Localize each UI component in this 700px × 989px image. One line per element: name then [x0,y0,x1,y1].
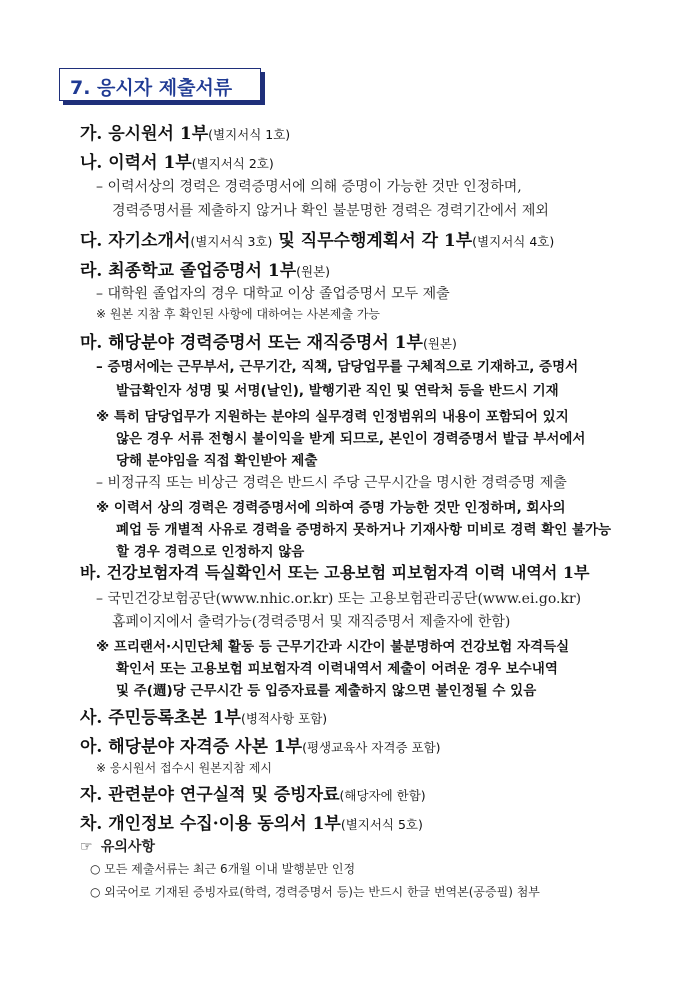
section-title-box [59,68,261,101]
notes-heading [80,836,155,856]
item-sa-note: (병적사항 포함) [240,711,328,726]
item-da-label: 다. 자기소개서 [80,231,191,251]
item-ma-line: 발급확인자 성명 및 서명(날인), 발행기관 직인 및 연락처 등을 반드시 기재 [116,383,559,399]
item-ba [80,560,590,583]
item-sa [80,703,327,728]
item-ja-note: (해당자에 한함) [339,788,426,803]
item-ba-line: ※ 프리랜서·시민단체 활동 등 근무기간과 시간이 불분명하여 건강보험 자격득실 [96,639,570,655]
item-a-note-line: ※ 응시원서 접수시 원본지참 제시 [96,761,273,775]
item-ma-line: 폐업 등 개별적 사유로 경력을 증명하지 못하거나 기재사항 미비로 경력 확인 불가능 [116,522,612,538]
item-ra-line: – 대학원 졸업자의 경우 대학교 이상 졸업증명서 모두 제출 [96,286,450,302]
item-cha-label: 차. 개인정보 수집·이용 동의서 1부 [80,814,341,834]
item-ga-label: 가. 응시원서 1부 [80,124,209,144]
item-ra-label: 라. 최종학교 졸업증명서 1부 [80,261,297,281]
item-ja-label: 자. 관련분야 연구실적 및 증빙자료 [80,785,340,805]
item-ja [80,780,426,805]
notes-item: ○ 외국어로 기재된 증빙자료(학력, 경력증명서 등)는 반드시 한글 번역본(공증필) 첨부 [90,885,540,899]
item-sa-label: 사. 주민등록초본 1부 [80,708,241,728]
item-ma-line: 않은 경우 서류 전형시 불이익을 받게 되므로, 본인이 경력증명서 발급 부서에서 [116,431,586,447]
notes-title: 유의사항 [100,839,155,855]
item-cha-note: (별지서식 5호) [340,817,423,832]
item-na-line: – 이력서상의 경력은 경력증명서에 의해 증명이 가능한 것만 인정하며, [96,179,522,195]
item-ma-line: – 비정규직 또는 비상근 경력은 반드시 주당 근무시간을 명시한 경력증명 제출 [96,475,567,491]
item-ba-line: 및 주(週)당 근무시간 등 입증자료를 제출하지 않으면 불인정될 수 있음 [116,683,537,699]
item-da-note: (별지서식 4호) [472,234,555,249]
item-ra-note-line: ※ 원본 지참 후 확인된 사항에 대하여는 사본제출 가능 [96,307,381,321]
item-ma-line: ※ 이력서 상의 경력은 경력증명서에 의하여 증명 가능한 것만 인정하며, 회사의 [96,500,566,516]
item-ba-line: – 국민건강보험공단(www.nhic.or.kr) 또는 고용보험관리공단(www.ei.go.kr) [96,591,582,607]
item-ra [80,256,330,281]
item-ma-note: (원본) [422,336,457,351]
item-ma-line: – 증명서에는 근무부서, 근무기간, 직책, 담당업무를 구체적으로 기재하고, 증명서 [96,359,579,375]
item-a-label: 아. 해당분야 자격증 사본 1부 [80,737,303,757]
notes-item: ○ 모든 제출서류는 최근 6개월 이내 발행분만 인정 [90,862,356,876]
item-ma-label: 마. 해당분야 경력증명서 또는 재직증명서 1부 [80,333,423,353]
section-title: 7. 응시자 제출서류 [70,77,233,99]
item-na-line: 경력증명서를 제출하지 않거나 확인 불분명한 경력은 경력기간에서 제외 [112,203,549,219]
item-cha [80,809,423,834]
item-ga-note: (별지서식 1호) [208,127,291,142]
item-na-note: (별지서식 2호) [191,156,274,171]
item-ra-note: (원본) [296,264,331,279]
item-a-note: (평생교육사 자격증 포함) [302,740,441,755]
item-da-note: (별지서식 3호) [190,234,273,249]
item-ba-line: 확인서 또는 고용보험 피보험자격 이력내역서 제출이 어려운 경우 보수내역 [116,661,558,677]
pointing-hand-icon: ☞ [80,839,93,855]
item-ma-line: 당해 분야임을 직접 확인받아 제출 [116,453,318,469]
item-ba-line: 홈페이지에서 출력가능(경력증명서 및 재직증명서 제출자에 한함) [112,614,511,630]
item-ma-line: ※ 특히 담당업무가 지원하는 분야의 실무경력 인정범위의 내용이 포함되어 있지 [96,409,569,425]
item-a [80,732,441,757]
item-ma [80,328,457,353]
item-da-label: 및 직무수행계획서 각 1부 [272,231,473,251]
item-na-label: 나. 이력서 1부 [80,153,192,173]
item-ba-label: 바. 건강보험자격 득실확인서 또는 고용보험 피보험자격 이력 내역서 1부 [80,563,590,582]
item-ma-line: 할 경우 경력으로 인정하지 않음 [116,544,305,560]
item-ga [80,119,290,144]
item-na [80,148,274,173]
item-da [80,226,554,251]
